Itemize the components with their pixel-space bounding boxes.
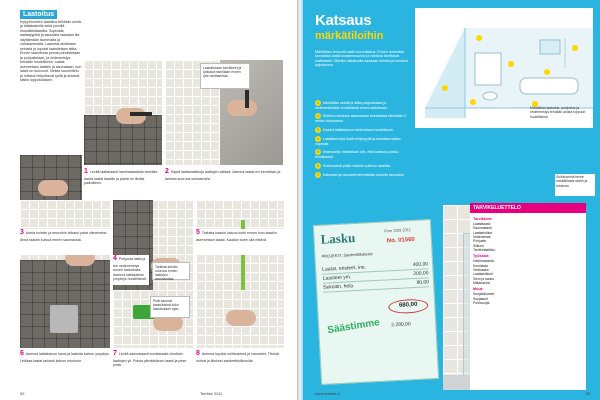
supply-item: Tarvikelaatikko	[473, 248, 496, 253]
bullet-6: 6 Suihkuseinä pitää roiskeet suihkun alueella.	[316, 162, 391, 168]
invoice-total: 680,00	[388, 298, 429, 314]
bullet-5: 5 Ilmanvaihto mitoitetaan niin, että kosteus poistuu tehokkaasti.	[315, 149, 399, 160]
invoice-project: PROJEKTI: Saniteettikaluste	[321, 251, 373, 259]
supply-item: Kumilasta	[473, 263, 488, 268]
supply-item: Vesivaaka	[473, 267, 489, 272]
supply-item: Suojalasit	[473, 296, 488, 301]
invoice-title: Lasku	[320, 230, 356, 247]
step-5-caption: 5 Tarkista kaadot kaivoa kohti ennen kuin laastiin asennetaan laatat. Kaadon tulee olla riittävä.	[196, 229, 284, 255]
photo-note-2: Tarkista seinän suoruus ennen laattojen asentamista.	[152, 262, 190, 280]
diagram-caption: Märkätilan laatoitus, pohjustus ja vedeneristys tehdään alusta loppuun huolellisesti.	[530, 106, 586, 119]
photo-note-3: Pidä saumat tasavälisinä koko laatoituksen ajan.	[150, 296, 190, 318]
supply-item: Laattaristikot	[473, 230, 493, 235]
bullet-3: 3 Kaadot lattiakaivoon tarkistetaan huolellisesti.	[316, 126, 394, 132]
left-page	[0, 0, 297, 400]
supply-section-heading: Tarvikkeet:	[473, 217, 493, 221]
photo-step-6	[20, 290, 110, 348]
invoice-number: No. 01560	[386, 236, 415, 245]
supply-item: Laattalaasti	[473, 221, 491, 226]
photo-caption: Suihkuseinä tekee märkätilasta siistin ja toimivan.	[555, 174, 595, 196]
supply-item: Mittanauha	[473, 281, 490, 286]
lead-text: Märkätilan remontti vaatii suunnittelua. Ennen remonttia kannattaa laatia kustannusarvio ja hankkia tarvittavat materiaalit. Oikeilla ratkaisuilla saadaan toimiva ja kestävä kylpyhuone.	[315, 50, 408, 68]
section-label: Laatoitus	[20, 10, 57, 19]
intro-text: Kylpyhuoneen laatoitus tehdään seinä- ja lattialaatoilla sekä pienillä mosaiikkilaatoilla. Sopivalla laattatyypillä ja saumalla saadaan tila näyttämään isommalta ja valoisammalta. Laatoitus aloitetaan seinistä ja lopuksi laatoitetaan lattia. Ennen laatoitusta pinnat puhdistetaan ja pohjustetaan, ja vedeneristys tehdään huolellisesti. Laatat asennetaan laastiin ja saumataan, kun laasti on kuivunut. Tarkka suunnittelu ja mittaus helpottavat työtä ja antavat siistin lopputuloksen.	[20, 20, 82, 83]
page-number-left: 92	[20, 391, 25, 396]
page-number-right: 93	[585, 391, 590, 396]
invoice-stamp: Säästimme	[326, 317, 381, 337]
footer-right: www.teeitse.fi	[315, 391, 340, 396]
supply-item: Laattaleikkuri	[473, 272, 493, 277]
supply-item: Silikoni	[473, 243, 484, 248]
bullet-7: 7 Kalusteet ja varusteet kiinnitetään tukeviin taustoihin.	[316, 171, 406, 177]
invoice-rows	[322, 260, 429, 293]
photo-step-8	[196, 290, 284, 348]
photo-note-1: Laatoituksen tarvikkeet ja työkalut hankitaan ennen työn aloittamista.	[200, 63, 250, 89]
bathroom-diagram	[415, 8, 593, 128]
invoice-date: Pvm 29/9 2011	[384, 227, 411, 234]
supply-section-heading: Muut:	[473, 287, 484, 292]
bullet-list	[315, 100, 411, 178]
bullet-4: 4 Lattialämmitys lisää viihtyvyyttä ja kuivattaa lattian nopeasti.	[315, 135, 401, 146]
invoice-row: Laatat, eristeet, ine. 400,00	[322, 261, 429, 273]
invoice-row: Laasteet ym. 200,00	[322, 270, 429, 282]
supply-section-heading: Työkalut:	[473, 254, 490, 259]
supply-item: Hammaslasta	[473, 259, 494, 264]
supply-item: Vedeneriste	[473, 234, 491, 239]
supply-list-box	[470, 203, 586, 390]
step-4-caption: 4 Pohjusta lattia ja tee vedeneristys ennen laatoitusta. Asenna lattiakaivon ympärys huolellisesti.	[113, 255, 149, 285]
invoice-row: Sekoitin, hela 80,00	[323, 279, 430, 291]
step-7-caption: 7 Levitä saumalaasti kumilastalla vinottain laattojen yli. Poista ylimääräinen laasti ja pese pinta.	[113, 350, 187, 368]
supply-item: Polvisuojat	[473, 300, 490, 305]
photo-step-1	[84, 60, 162, 165]
invoice	[313, 219, 439, 385]
bullet-2: 2 Suihkun kohdalle asennetaan seinälaatat vähintään 2 metrin korkeuteen.	[315, 113, 406, 124]
subtitle: märkätiloihin	[315, 30, 384, 42]
supply-item: Sieni ja sanko	[473, 276, 495, 281]
supply-item: Saumalaasti	[473, 226, 492, 231]
supply-list-header: TARVIKELUETTELO	[470, 203, 586, 213]
step-2-caption: 2 Käytä laattaristikkoja laattojen välissä. Asenna laatat rivi kerrallaan ja tarkista suoruus vesivaa'alla.	[165, 168, 281, 181]
title: Katsaus	[315, 12, 372, 29]
supply-item: Suojakäsineet	[473, 292, 495, 297]
step-1-caption: 1 Levitä laattalaasti hammaslastalla seinään. Aseta laatat laastiin ja paina ne tiiviisti paikoilleen.	[84, 168, 159, 186]
step-3-caption: 3 Aseta kulmiin ja reunoihin leikatut palat viimeiseksi. Anna laastin kuivua ennen saumausta.	[20, 229, 110, 255]
invoice-saved: 2.280,00	[391, 321, 411, 329]
step-6-caption: 6 Asenna lattiakaivon kansi ja laatoita kaivon ympärys. Leikkaa laatat tarkasti kaivon muotoon.	[20, 350, 110, 363]
step-8-caption: 8 Asenna lopuksi suihkuseinä ja varusteet. Tiivistä nurkat ja liitokset saniteettisilikonilla.	[196, 350, 279, 363]
supply-list-body	[470, 213, 586, 307]
supply-item: Pohjuste	[473, 239, 487, 244]
footer-left: TeeItse 2011	[200, 391, 223, 396]
bullet-1: 1 Märkätilan seinät ja lattia pohjustetaan ja vedeneristetään huolellisesti ennen laatoitusta.	[315, 100, 388, 110]
